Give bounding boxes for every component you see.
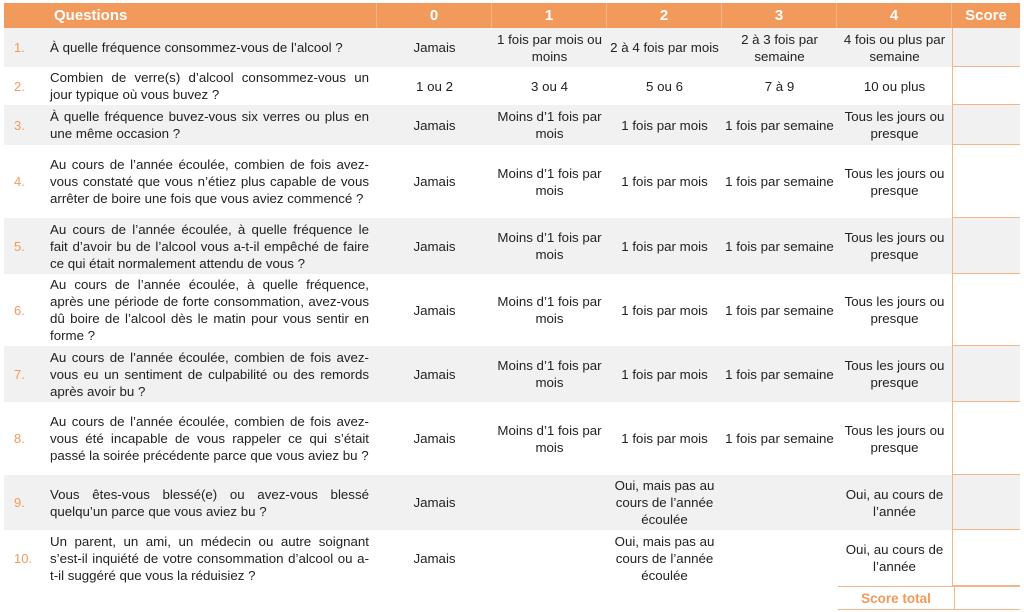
answer-option-1: Moins d’1 fois par mois	[497, 294, 602, 326]
header-score: Score	[965, 7, 1007, 24]
header-col-4: 4	[837, 3, 952, 28]
answer-option-0: 1 ou 2	[416, 78, 453, 94]
answer-option-1	[492, 475, 607, 530]
answer-option-1: 1 fois par mois ou moins	[497, 31, 602, 64]
score-cell[interactable]	[952, 530, 1020, 586]
answer-option-2: 1 fois par mois	[621, 302, 708, 318]
answer-option-0: Jamais	[413, 431, 456, 446]
question-number: 7.	[14, 366, 25, 382]
table-row	[4, 274, 1020, 346]
answer-option-1: Moins d’1 fois par mois	[497, 358, 602, 390]
table-row	[4, 218, 1020, 274]
answer-option-3: 1 fois par semaine	[725, 431, 834, 446]
answer-option-0: Jamais	[413, 495, 456, 510]
question-number: 10.	[14, 550, 33, 566]
header-col-0: 0	[377, 3, 492, 28]
answer-option-2: Oui, mais pas au cours de l’année écoulée	[614, 478, 715, 527]
answer-option-2: 1 fois par mois	[621, 174, 708, 189]
table-row	[4, 145, 1020, 218]
question-number: 2.	[14, 78, 25, 94]
answer-option-3: 7 à 9	[764, 78, 795, 94]
answer-option-2: 1 fois par mois	[621, 238, 708, 254]
answer-option-4: Tous les jours ou presque	[844, 422, 945, 455]
answer-option-2: 5 ou 6	[646, 78, 683, 94]
score-cell[interactable]	[952, 145, 1020, 218]
answer-option-3: 1 fois par semaine	[725, 366, 834, 382]
answer-option-2: 2 à 4 fois par mois	[610, 40, 719, 55]
score-total-row	[4, 586, 1020, 610]
answer-option-0: Jamais	[413, 174, 456, 189]
question-number: 9.	[14, 495, 25, 510]
answer-option-3: 1 fois par semaine	[725, 238, 834, 254]
score-cell[interactable]	[952, 218, 1020, 274]
question-number: 8.	[14, 431, 25, 446]
answer-option-2: Oui, mais pas au cours de l’année écoulée	[614, 533, 715, 583]
answer-option-1	[492, 530, 607, 586]
table-row	[4, 105, 1020, 145]
question-text: À quelle fréquence consommez-vous de l’alcool ?	[50, 40, 343, 55]
audit-questionnaire-table	[4, 3, 1020, 610]
answer-option-3	[722, 475, 837, 530]
table-row	[4, 402, 1020, 475]
answer-option-4: Tous les jours ou presque	[844, 358, 945, 390]
answer-option-4: Oui, au cours de l’année	[845, 542, 944, 574]
question-text: À quelle fréquence buvez-vous six verres ou plus en une même occasion ?	[50, 109, 369, 141]
header-col-1: 1	[492, 3, 607, 28]
answer-option-1: Moins d’1 fois par mois	[497, 109, 602, 141]
answer-option-0: Jamais	[413, 302, 456, 318]
answer-option-4: 4 fois ou plus par semaine	[843, 31, 946, 64]
answer-option-1: Moins d’1 fois par mois	[497, 230, 602, 262]
score-cell[interactable]	[952, 67, 1020, 105]
answer-option-1: 3 ou 4	[531, 78, 568, 94]
answer-option-3: 1 fois par semaine	[725, 117, 834, 133]
score-cell[interactable]	[952, 402, 1020, 475]
table-header	[4, 3, 1020, 28]
answer-option-4: 10 ou plus	[863, 78, 926, 94]
score-total-cell[interactable]	[954, 586, 1020, 610]
question-text: Au cours de l’année écoulée, combien de fois avez-vous constaté que vous n’étiez plus capable de vous arrêter de boire une fois que vous aviez commencé ?	[50, 157, 369, 206]
score-cell[interactable]	[952, 346, 1020, 402]
score-total-label: Score total	[838, 586, 954, 610]
table-row	[4, 530, 1020, 586]
question-text: Au cours de l’année écoulée, combien de fois avez-vous eu un sentiment de culpabilité ou des remords après avoir bu ?	[50, 349, 369, 399]
answer-option-0: Jamais	[413, 238, 456, 254]
answer-option-3: 2 à 3 fois par semaine	[741, 31, 818, 64]
question-number: 6.	[14, 302, 25, 318]
question-number: 3.	[14, 117, 25, 133]
answer-option-3: 1 fois par semaine	[725, 302, 834, 318]
answer-option-3: 1 fois par semaine	[725, 174, 834, 189]
question-number: 5.	[14, 238, 25, 254]
answer-option-0: Jamais	[413, 117, 456, 133]
question-text: Au cours de l’année écoulée, à quelle fréquence le fait d’avoir bu de l’alcool vous a-t-il empêché de faire ce qui était normalement attendu de vous ?	[50, 221, 369, 271]
answer-option-2: 1 fois par mois	[621, 431, 708, 446]
question-text: Un parent, un ami, un médecin ou autre soignant s’est-il inquiété de votre consommation d’alcool ou a-t-il suggéré que vous la réduisiez ?	[50, 533, 369, 583]
answer-option-2: 1 fois par mois	[621, 366, 708, 382]
answer-option-1: Moins d’1 fois par mois	[497, 422, 602, 455]
answer-option-4: Tous les jours ou presque	[844, 165, 945, 198]
question-text: Au cours de l’année écoulée, à quelle fréquence, après une période de forte consommation, avez-vous dû boire de l’alcool dès le matin pour vous sentir en forme ?	[50, 277, 369, 343]
answer-option-0: Jamais	[413, 366, 456, 382]
answer-option-0: Jamais	[413, 40, 456, 55]
question-number: 4.	[14, 174, 25, 189]
question-text: Au cours de l’année écoulée, combien de fois avez-vous été incapable de vous rappeler ce qui s’était passé la soirée précédente parce que vous aviez bu ?	[50, 414, 369, 463]
score-cell[interactable]	[952, 274, 1020, 346]
table-row	[4, 67, 1020, 105]
answer-option-4: Tous les jours ou presque	[844, 109, 945, 141]
question-text: Combien de verre(s) d’alcool consommez-vous un jour typique où vous buvez ?	[50, 70, 369, 102]
spacer	[4, 586, 838, 610]
header-col-3: 3	[722, 3, 837, 28]
table-row	[4, 28, 1020, 67]
header-col-2: 2	[607, 3, 722, 28]
answer-option-3	[722, 530, 837, 586]
score-cell[interactable]	[952, 28, 1020, 67]
table-row	[4, 475, 1020, 530]
answer-option-4: Tous les jours ou presque	[844, 294, 945, 326]
answer-option-1: Moins d’1 fois par mois	[497, 165, 602, 198]
question-number: 1.	[14, 40, 25, 55]
table-row	[4, 346, 1020, 402]
question-text: Vous êtes-vous blessé(e) ou avez-vous blessé quelqu’un parce que vous aviez bu ?	[50, 486, 369, 519]
header-questions: Questions	[4, 3, 377, 28]
answer-option-0: Jamais	[413, 550, 456, 566]
score-cell[interactable]	[952, 475, 1020, 530]
answer-option-4: Oui, au cours de l’année	[845, 486, 944, 519]
score-cell[interactable]	[952, 105, 1020, 145]
answer-option-4: Tous les jours ou presque	[844, 230, 945, 262]
answer-option-2: 1 fois par mois	[621, 117, 708, 133]
